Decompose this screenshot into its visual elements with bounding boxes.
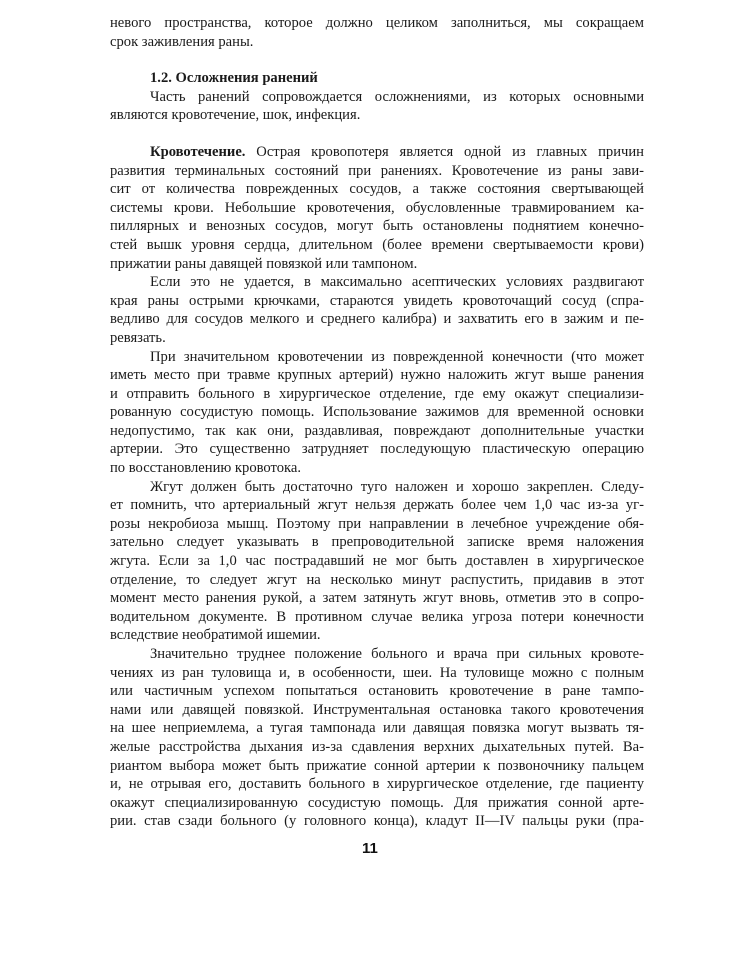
text-line: прижатии раны давящей повязкой или тампоном. [110,255,418,272]
text-line: чениях из ран туловища и, в особенности, шеи. На туловище можно с полным [110,664,644,681]
text-line: ревязать. [110,329,166,346]
text-line: на шее неприемлема, а тугая тампонада или давящая повязка могут вызвать тя- [110,720,644,737]
text-line: иметь место при травме крупных артерий) нужно наложить жгут выше ранения [110,367,644,384]
text-line: по восстановлению кровотока. [110,460,301,477]
text-line: вследствие необратимой ишемии. [110,627,321,644]
text-line: нами или давящей повязкой. Инструментальная остановка такого кровотечения [110,701,644,718]
intro-paragraph [110,14,644,51]
text-line: Часть ранений сопровождается осложнениями, из которых основными [150,88,644,105]
text-line: системы крови. Небольшие кровотечения, обусловленные травмированием ка- [110,199,644,216]
text-line: желые расстройства дыхания из-за сдавления верхних дыхательных путей. Ва- [110,738,644,755]
text-line: пиллярных и венозных сосудов, могут быть остановлены поднятием конечно- [110,218,644,235]
document-page [110,14,644,831]
text-line: недопустимо, так как они, раздавливая, повреждают дополнительные участки [110,422,644,439]
text-line: Значительно труднее положение больного и врача при сильных кровоте- [150,646,644,662]
text-line: невого пространства, которое должно целиком заполниться, мы сокращаем [110,15,644,31]
text-line: являются кровотечение, шок, инфекция. [110,107,361,124]
text-line: момент место ранения рукой, а затем затянуть жгут вновь, отметив это в сопро- [110,590,644,607]
bleeding-paragraph-5 [110,645,644,831]
text-line: стей вышк уровня сердца, длительном (более времени свертываемости крови) [110,236,644,253]
run-in-heading: Кровотечение. [150,143,246,160]
text-line: рии. став сзади больного (у головного конца), кладут II—IV пальцы руки (пра- [110,813,644,830]
section-intro-paragraph [110,88,644,125]
text-line: При значительном кровотечении из поврежденной конечности (что может [150,348,644,365]
text-line: окажут специализированную сосудистую помощь. Для прижатия сонной арте- [110,794,644,811]
bleeding-paragraph-3 [110,348,644,478]
bleeding-paragraph-2 [110,273,644,347]
text-line: отделение, то следует жгут на несколько минут распустить, придавив в этот [110,571,644,588]
section-heading: 1.2. Осложнения ранений [150,70,318,87]
text-line: Если это не удается, в максимально асептических условиях раздвигают [150,274,644,291]
text-line: артерии. Это существенно затрудняет последующую пластическую операцию [110,441,644,458]
text-line: сит от количества поврежденных сосудов, а также состояния свертывающей [110,181,644,198]
text-line [110,143,644,162]
text-line: ведливо для сосудов мелкого и среднего калибра) и захватить его в зажим и пе- [110,311,644,328]
text-line: и, не отрывая его, доставить больного в хирургическое отделение, где пациенту [110,776,644,793]
text-line-rest: Острая кровопотеря является одной из главных причин [245,143,644,160]
text-line: рованную сосудистую помощь. Использование зажимов для временной основки [110,404,644,421]
text-line: риантом выбора может быть прижатие сонной артерии к позвоночнику пальцем [110,757,644,774]
page-number: 11 [362,840,378,857]
bleeding-paragraph-4 [110,478,644,645]
text-line: развития терминальных состояний при ранениях. Кровотечение из раны зави- [110,162,644,179]
text-line: Жгут должен быть достаточно туго наложен и хорошо закреплен. Следу- [150,478,644,495]
text-line: срок заживления раны. [110,33,254,50]
text-line: розы некробиоза мышц. Поэтому при направлении в лечебное учреждение обя- [110,515,644,532]
text-line: жгута. Если за 1,0 час пострадавший не мог быть доставлен в хирургическое [110,553,644,570]
bleeding-paragraph-1 [110,143,644,273]
text-line: края раны острыми крючками, стараются увидеть кровоточащий сосуд (спра- [110,292,644,309]
text-line: водительном документе. В противном случае велика угроза потери конечности [110,608,644,625]
text-line: ет помнить, что артериальный жгут нельзя держать более чем 1,0 час из-за уг- [110,497,644,514]
text-line: и отправить больного в хирургическое отделение, где ему окажут специализи- [110,385,644,402]
text-line: зательно следует указывать в препроводительной записке время наложения [110,534,644,551]
text-line: или частичным успехом попытаться остановить кровотечение в ране тампо- [110,683,644,700]
